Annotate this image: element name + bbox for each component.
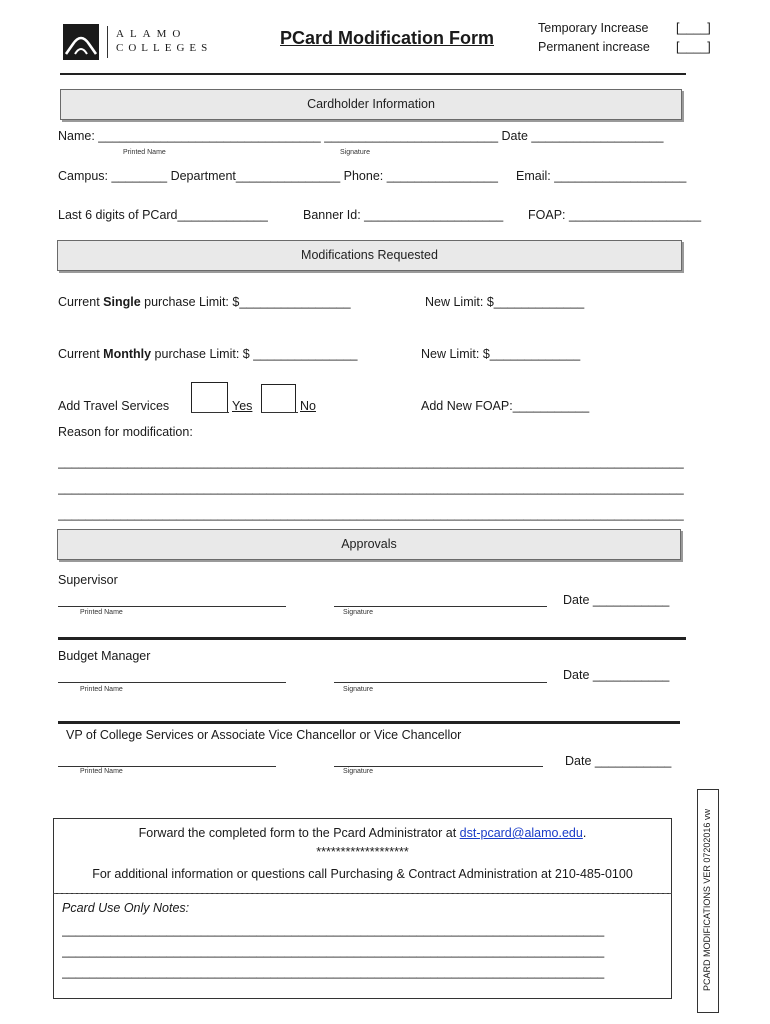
header-rule (60, 73, 686, 75)
forward-text (53, 826, 672, 840)
form-title: PCard Modification Form (280, 28, 495, 48)
monthly-pre: Current (58, 347, 104, 361)
supervisor-signature-caption: Signature (343, 609, 373, 616)
temporary-increase-label: Temporary Increase (538, 21, 649, 35)
info-text: For additional information or questions call Purchasing & Contract Administration at 210-485-0100 (92, 867, 633, 881)
vp-signature-caption: Signature (343, 768, 373, 775)
name-field[interactable]: Name: ________________________________ _________________________ Date ___________________ (58, 129, 664, 143)
supervisor-label: Supervisor (58, 573, 118, 587)
single-pre: Current (58, 295, 104, 309)
budget-printed-caption: Printed Name (80, 686, 123, 693)
modifications-section-title: Modifications Requested (301, 248, 438, 262)
forward-text-body: Forward the completed form to the Pcard Administrator at (138, 826, 460, 840)
email-field[interactable]: Email: ___________________ (516, 169, 687, 183)
monthly-bold: Monthly (103, 347, 152, 361)
single-limit-field[interactable] (58, 295, 351, 309)
reason-label: Reason for modification: (58, 425, 193, 439)
travel-no-checkbox[interactable] (261, 384, 296, 413)
notes-label: Pcard Use Only Notes: (62, 901, 190, 915)
approvals-section-title: Approvals (341, 537, 397, 551)
vp-printed-line[interactable] (58, 766, 276, 767)
version-label: PCARD MODIFICATIONS VER 07202016 vw (702, 809, 712, 991)
travel-yes-line (191, 412, 229, 413)
vp-printed-caption: Printed Name (80, 768, 123, 775)
modifications-section-bar (57, 240, 682, 271)
vp-label: VP of College Services or Associate Vice Chancellor or Vice Chancellor (66, 728, 462, 742)
last6-field[interactable]: Last 6 digits of PCard_____________ (58, 208, 268, 222)
budget-manager-label: Budget Manager (58, 649, 151, 663)
supervisor-signature-line[interactable] (334, 606, 547, 607)
email-link[interactable]: dst-pcard@alamo.edu (459, 826, 583, 840)
travel-no-line (261, 412, 298, 413)
budget-date-field[interactable]: Date ___________ (563, 668, 670, 682)
foap-field[interactable]: FOAP: ___________________ (528, 208, 702, 222)
monthly-limit-field[interactable] (58, 347, 358, 361)
supervisor-divider (58, 637, 686, 640)
travel-yes-checkbox[interactable] (191, 382, 228, 413)
logo-mark-icon (63, 24, 99, 60)
budget-signature-caption: Signature (343, 686, 373, 693)
forward-text-end: . (582, 826, 587, 840)
monthly-new-limit-field[interactable]: New Limit: $_____________ (421, 347, 581, 361)
reason-line-2[interactable]: __________________________________________________________________________________________ (58, 481, 684, 495)
single-new-limit-field[interactable]: New Limit: $_____________ (425, 295, 585, 309)
vp-signature-line[interactable] (334, 766, 543, 767)
new-foap-field[interactable]: Add New FOAP:___________ (421, 399, 590, 413)
reason-line-3[interactable]: __________________________________________________________________________________________ (58, 507, 684, 521)
notes-line-2[interactable]: ______________________________________________________________________________ (62, 944, 605, 958)
temporary-increase-box[interactable]: [____] (676, 21, 711, 35)
travel-no-label: No (300, 399, 316, 413)
vp-date-field[interactable]: Date ___________ (565, 754, 672, 768)
travel-services-label: Add Travel Services (58, 399, 170, 413)
campus-department-phone-field[interactable]: Campus: ________ Department_______________ Phone: ________________ (58, 169, 498, 183)
alamo-logo (63, 24, 223, 64)
permanent-increase-box[interactable]: [____] (676, 40, 711, 54)
supervisor-printed-caption: Printed Name (80, 609, 123, 616)
single-bold: Single (103, 295, 141, 309)
budget-printed-line[interactable] (58, 682, 286, 683)
supervisor-printed-line[interactable] (58, 606, 286, 607)
stars-divider: ******************* (316, 845, 409, 859)
notes-line-1[interactable]: ______________________________________________________________________________ (62, 923, 605, 937)
permanent-increase-label: Permanent increase (538, 40, 650, 54)
single-post: purchase Limit: $________________ (140, 295, 351, 309)
name-signature-caption: Signature (340, 149, 370, 156)
supervisor-date-field[interactable]: Date ___________ (563, 593, 670, 607)
approvals-section-bar (57, 529, 681, 560)
monthly-post: purchase Limit: $ _______________ (151, 347, 358, 361)
logo-line-1: ALAMO (116, 28, 187, 40)
name-printed-caption: Printed Name (123, 149, 166, 156)
cardholder-section-title: Cardholder Information (307, 97, 435, 111)
budget-signature-line[interactable] (334, 682, 547, 683)
travel-yes-label: Yes (232, 399, 253, 413)
notes-line-3[interactable]: ______________________________________________________________________________ (62, 965, 605, 979)
logo-line-2: COLLEGES (116, 42, 213, 54)
cardholder-section-bar (60, 89, 682, 120)
banner-id-field[interactable]: Banner Id: ____________________ (303, 208, 504, 222)
reason-line-1[interactable]: __________________________________________________________________________________________ (58, 455, 684, 469)
budget-divider (58, 721, 680, 724)
